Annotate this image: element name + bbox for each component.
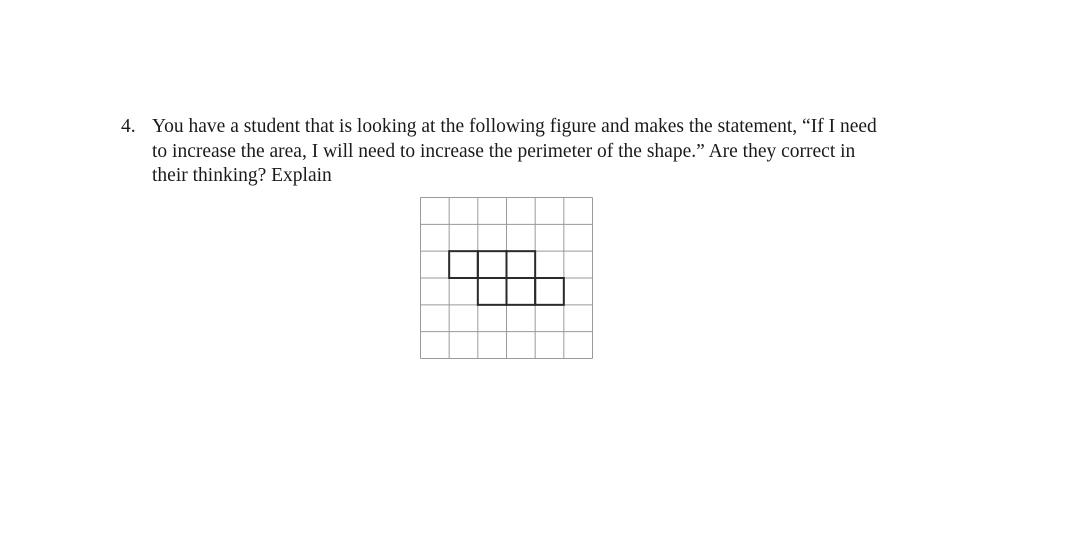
shape-cell	[507, 278, 536, 305]
grid-figure	[420, 197, 593, 359]
shape-cell	[535, 278, 564, 305]
shape-cell	[478, 278, 507, 305]
question-text	[152, 115, 1002, 189]
question-text-line: You have a student that is looking at the following figure and makes the statement, “If I need	[152, 116, 877, 137]
shape-outline	[449, 251, 564, 305]
question-text-line: their thinking? Explain	[152, 165, 332, 186]
shape-cell	[507, 251, 536, 278]
shape-cell	[449, 251, 478, 278]
shape-cell	[478, 251, 507, 278]
question-text-line: to increase the area, I will need to increase the perimeter of the shape.” Are they correct in	[152, 140, 856, 162]
grid-figure-drawing	[420, 197, 593, 359]
question-number: 4.	[121, 116, 136, 137]
